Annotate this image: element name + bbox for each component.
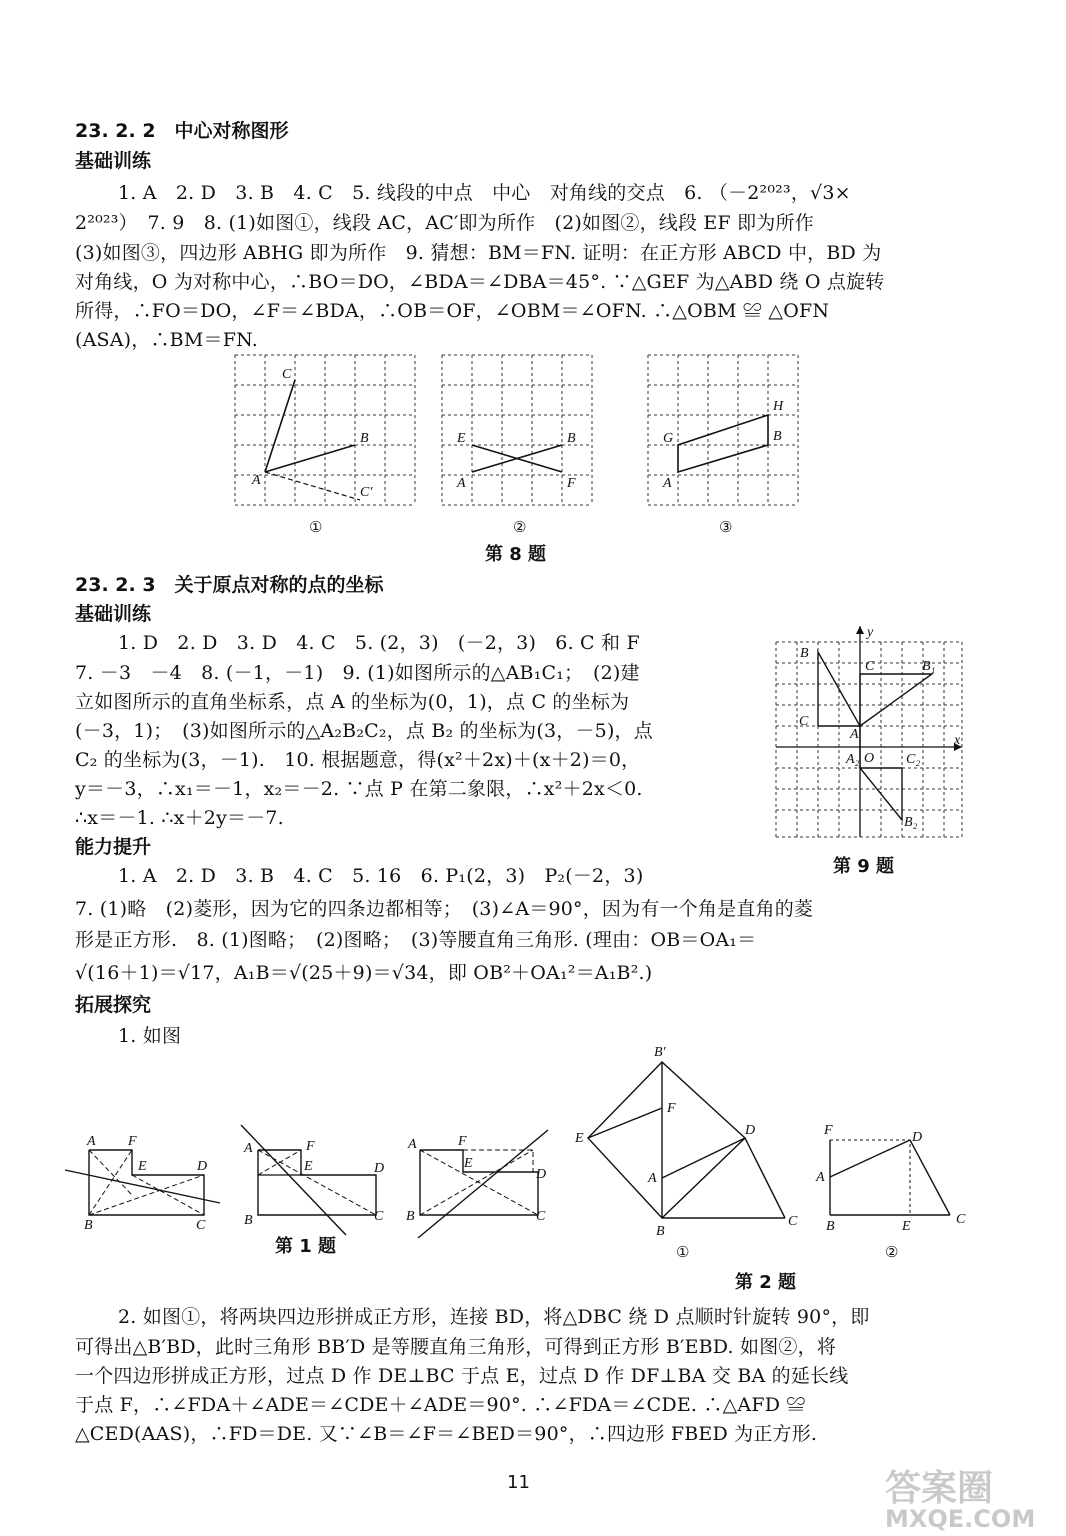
svg-text:B₂: B₂	[904, 815, 918, 830]
svg-text:B: B	[656, 1224, 665, 1239]
svg-text:D: D	[912, 1130, 923, 1145]
svg-text:A: A	[648, 1171, 657, 1186]
answer-line: C₂ 的坐标为(3，－1). 10. 根据题意，得(x²＋2x)＋(x＋2)＝0，	[75, 749, 641, 771]
figure-9	[772, 622, 967, 842]
figure-8-2	[437, 350, 607, 515]
svg-text:G: G	[663, 431, 674, 446]
svg-text:A: A	[850, 727, 859, 742]
answer-line: 1. A 2. D 3. B 4. C 5. 16 6. P₁(2，3) P₂(－2，3)	[118, 865, 644, 887]
figure-1-b	[236, 1120, 396, 1240]
svg-text:B: B	[800, 646, 809, 661]
svg-text:E: E	[304, 1159, 313, 1174]
svg-text:E: E	[464, 1156, 473, 1171]
figure-1-c	[398, 1120, 558, 1240]
fig-label-2: ②	[513, 518, 527, 536]
answer-line: (3)如图③，四边形 ABHG 即为所作 9. 猜想：BM＝FN. 证明：在正方形 ABCD 中，BD 为	[75, 242, 882, 264]
svg-text:O: O	[864, 751, 875, 766]
svg-text:B: B	[244, 1213, 253, 1228]
svg-text:E: E	[138, 1159, 147, 1174]
page-number: 11	[507, 1472, 530, 1493]
figure-8-1	[230, 350, 420, 515]
answer-line: 1. 如图	[118, 1025, 182, 1047]
svg-text:E: E	[575, 1131, 584, 1146]
svg-text:H: H	[773, 399, 784, 414]
figure-2-2	[810, 1115, 975, 1235]
answer-line: 7. －3 －4 8. (－1，－1) 9. (1)如图所示的△AB₁C₁； (2)建	[75, 662, 640, 684]
svg-text:B₁: B₁	[922, 659, 936, 674]
answer-line: 立如图所示的直角坐标系，点 A 的坐标为(0，1)，点 C 的坐标为	[75, 691, 630, 713]
svg-text:F: F	[567, 476, 576, 491]
svg-text:A: A	[244, 1141, 253, 1156]
fig-label-1: ①	[309, 518, 323, 536]
svg-text:x: x	[954, 733, 961, 748]
watermark-url: MXQE.COM	[885, 1505, 1036, 1533]
svg-text:y: y	[867, 625, 874, 640]
answer-line: (－3，1)； (3)如图所示的△A₂B₂C₂，点 B₂ 的坐标为(3，－5)，点	[75, 720, 653, 742]
answer-line: ∴x＝－1. ∴x＋2y＝－7.	[75, 807, 284, 829]
svg-text:C: C	[956, 1212, 966, 1227]
svg-text:A: A	[816, 1170, 825, 1185]
answer-line: 7. (1)略 (2)菱形，因为它的四条边都相等； (3)∠A＝90°，因为有一个角是直角的菱	[75, 898, 814, 920]
svg-text:F: F	[458, 1134, 467, 1149]
section-title-23-2-2: 23. 2. 2 中心对称图形	[75, 120, 289, 142]
svg-text:C′: C′	[360, 485, 373, 500]
svg-text:C: C	[865, 659, 875, 674]
figure-1-caption: 第 1 题	[275, 1236, 337, 1257]
svg-text:C: C	[374, 1209, 384, 1224]
svg-text:B: B	[84, 1218, 93, 1233]
answer-line: (ASA)，∴BM＝FN.	[75, 329, 258, 351]
fig-label-3: ③	[719, 518, 733, 536]
svg-text:A: A	[663, 476, 672, 491]
section-title-23-2-3: 23. 2. 3 关于原点对称的点的坐标	[75, 574, 384, 596]
figure-8-caption: 第 8 题	[485, 544, 547, 565]
svg-text:F: F	[824, 1123, 833, 1138]
svg-text:D: D	[745, 1123, 756, 1138]
svg-text:C: C	[196, 1218, 206, 1233]
answer-line: 一个四边形拼成正方形，过点 D 作 DE⊥BC 于点 E，过点 D 作 DF⊥BA 交 BA 的延长线	[75, 1365, 849, 1387]
answer-line: 对角线，O 为对称中心，∴BO＝DO，∠BDA＝∠DBA＝45°. ∵△GEF 为△ABD 绕 O 点旋转	[75, 271, 885, 293]
answer-line: 1. D 2. D 3. D 4. C 5. (2，3) (－2，3) 6. C 和 F	[118, 632, 640, 654]
subsection-ability: 能力提升	[75, 836, 152, 858]
svg-text:B: B	[567, 431, 576, 446]
svg-text:D: D	[197, 1159, 208, 1174]
answer-line: 2. 如图①，将两块四边形拼成正方形，连接 BD，将△DBC 绕 D 点顺时针旋转 90°，即	[118, 1306, 870, 1328]
answer-line: 所得，∴FO＝DO，∠F＝∠BDA，∴OB＝OF，∠OBM＝∠OFN. ∴△OBM ≌ △OFN	[75, 300, 830, 322]
svg-text:B: B	[360, 431, 369, 446]
answer-line: 形是正方形. 8. (1)图略； (2)图略； (3)等腰直角三角形. (理由：OB＝OA₁＝	[75, 929, 757, 951]
svg-text:F: F	[667, 1101, 676, 1116]
answer-line: 于点 F，∴∠FDA＋∠ADE＝∠CDE＋∠ADE＝90°. ∴∠FDA＝∠CDE. ∴△AFD ≌	[75, 1394, 806, 1416]
svg-text:B: B	[406, 1209, 415, 1224]
svg-text:A₂: A₂	[846, 752, 860, 767]
svg-text:C: C	[282, 367, 292, 382]
figure-8-3	[643, 350, 813, 515]
svg-text:D: D	[536, 1167, 547, 1182]
subsection-basic-training: 基础训练	[75, 603, 152, 625]
subsection-basic-training: 基础训练	[75, 150, 152, 172]
svg-text:E: E	[457, 431, 466, 446]
svg-text:A: A	[252, 473, 261, 488]
figure-2-caption: 第 2 题	[735, 1272, 797, 1293]
svg-text:A: A	[408, 1137, 417, 1152]
svg-text:F: F	[128, 1134, 137, 1149]
fig2-label-1: ①	[676, 1243, 690, 1261]
figure-1-a	[62, 1125, 222, 1235]
svg-text:B: B	[826, 1219, 835, 1234]
answer-line: √(16＋1)＝√17，A₁B＝√(25＋9)＝√34，即 OB²＋OA₁²＝A₁B².)	[75, 962, 653, 984]
svg-text:B: B	[773, 429, 782, 444]
figure-2-1	[570, 1040, 805, 1240]
fig2-label-2: ②	[885, 1243, 899, 1261]
answer-line: 2²⁰²³） 7. 9 8. (1)如图①，线段 AC，AC′即为所作 (2)如图②，线段 EF 即为所作	[75, 212, 814, 234]
svg-text:E: E	[902, 1219, 911, 1234]
svg-text:F: F	[306, 1139, 315, 1154]
svg-text:C: C	[536, 1209, 546, 1224]
figure-9-caption: 第 9 题	[833, 856, 895, 877]
answer-line: 1. A 2. D 3. B 4. C 5. 线段的中点 中心 对角线的交点 6. （－2²⁰²³，√3×	[118, 182, 851, 204]
svg-text:B′: B′	[654, 1045, 666, 1060]
svg-text:D: D	[374, 1161, 385, 1176]
answer-line: y＝－3，∴x₁＝－1，x₂＝－2. ∵点 P 在第二象限，∴x²＋2x＜0.	[75, 778, 643, 800]
answer-line: △CED(AAS)，∴FD＝DE. 又∵∠B＝∠F＝∠BED＝90°，∴四边形 FBED 为正方形.	[75, 1423, 818, 1445]
svg-text:C: C	[788, 1214, 798, 1229]
svg-text:C: C	[799, 714, 809, 729]
watermark-logo: 答案圈	[885, 1468, 994, 1509]
svg-text:C₂: C₂	[906, 752, 921, 767]
answer-line: 可得出△B′BD，此时三角形 BB′D 是等腰直角三角形，可得到正方形 B′EBD. 如图②，将	[75, 1336, 837, 1358]
svg-text:A: A	[457, 476, 466, 491]
svg-text:A: A	[87, 1134, 96, 1149]
subsection-explore: 拓展探究	[75, 994, 152, 1016]
